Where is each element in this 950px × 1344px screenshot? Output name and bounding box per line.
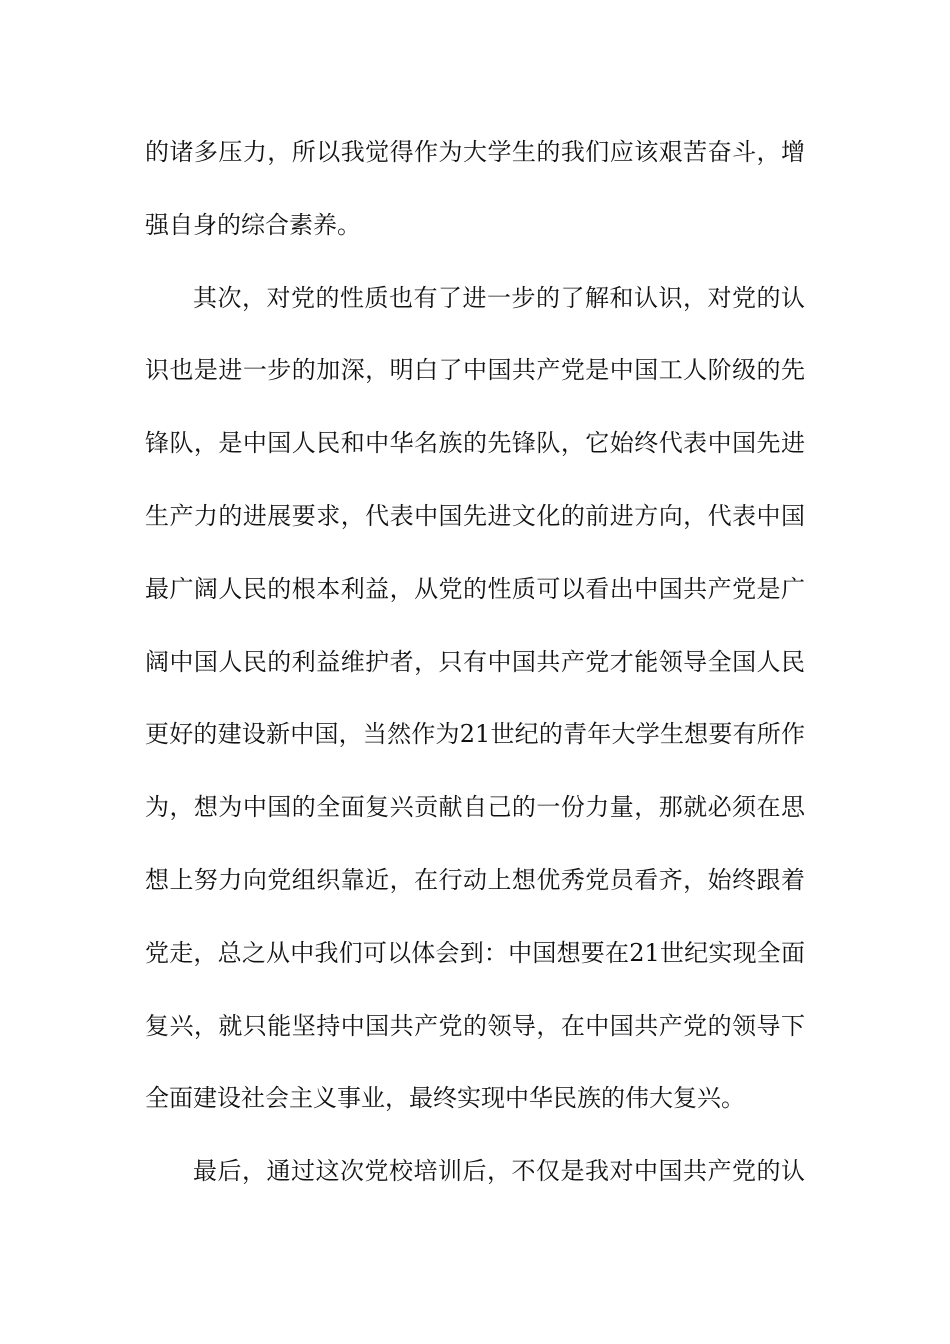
text-line: 为，想为中国的全面复兴贡献自己的一份力量，那就必须在思 (145, 793, 805, 822)
text-line: 最广阔人民的根本利益，从党的性质可以看出中国共产党是广 (145, 574, 805, 603)
text-line: 党走，总之从中我们可以体会到：中国想要在21世纪实现全面 (145, 938, 805, 967)
text-line: 强自身的综合素养。 (145, 210, 361, 239)
text-line: 更好的建设新中国，当然作为21世纪的青年大学生想要有所作 (145, 720, 805, 749)
text-line: 的诸多压力，所以我觉得作为大学生的我们应该艰苦奋斗，增 (145, 138, 805, 166)
text-line: 全面建设社会主义事业，最终实现中华民族的伟大复兴。 (145, 1084, 745, 1113)
paragraph-start-line: 其次，对党的性质也有了进一步的了解和认识，对党的认 (193, 283, 805, 312)
text-line: 复兴，就只能坚持中国共产党的领导，在中国共产党的领导下 (145, 1011, 805, 1040)
paragraph-start-line: 最后，通过这次党校培训后，不仅是我对中国共产党的认 (193, 1157, 805, 1186)
text-line: 想上努力向党组织靠近，在行动上想优秀党员看齐，始终跟着 (145, 865, 805, 894)
text-line: 识也是进一步的加深，明白了中国共产党是中国工人阶级的先 (145, 356, 805, 385)
text-line: 锋队，是中国人民和中华名族的先锋队，它始终代表中国先进 (145, 429, 805, 458)
text-line: 阔中国人民的利益维护者，只有中国共产党才能领导全国人民 (145, 647, 805, 676)
body-text (145, 124, 805, 1216)
text-line: 生产力的进展要求，代表中国先进文化的前进方向，代表中国 (145, 501, 805, 530)
